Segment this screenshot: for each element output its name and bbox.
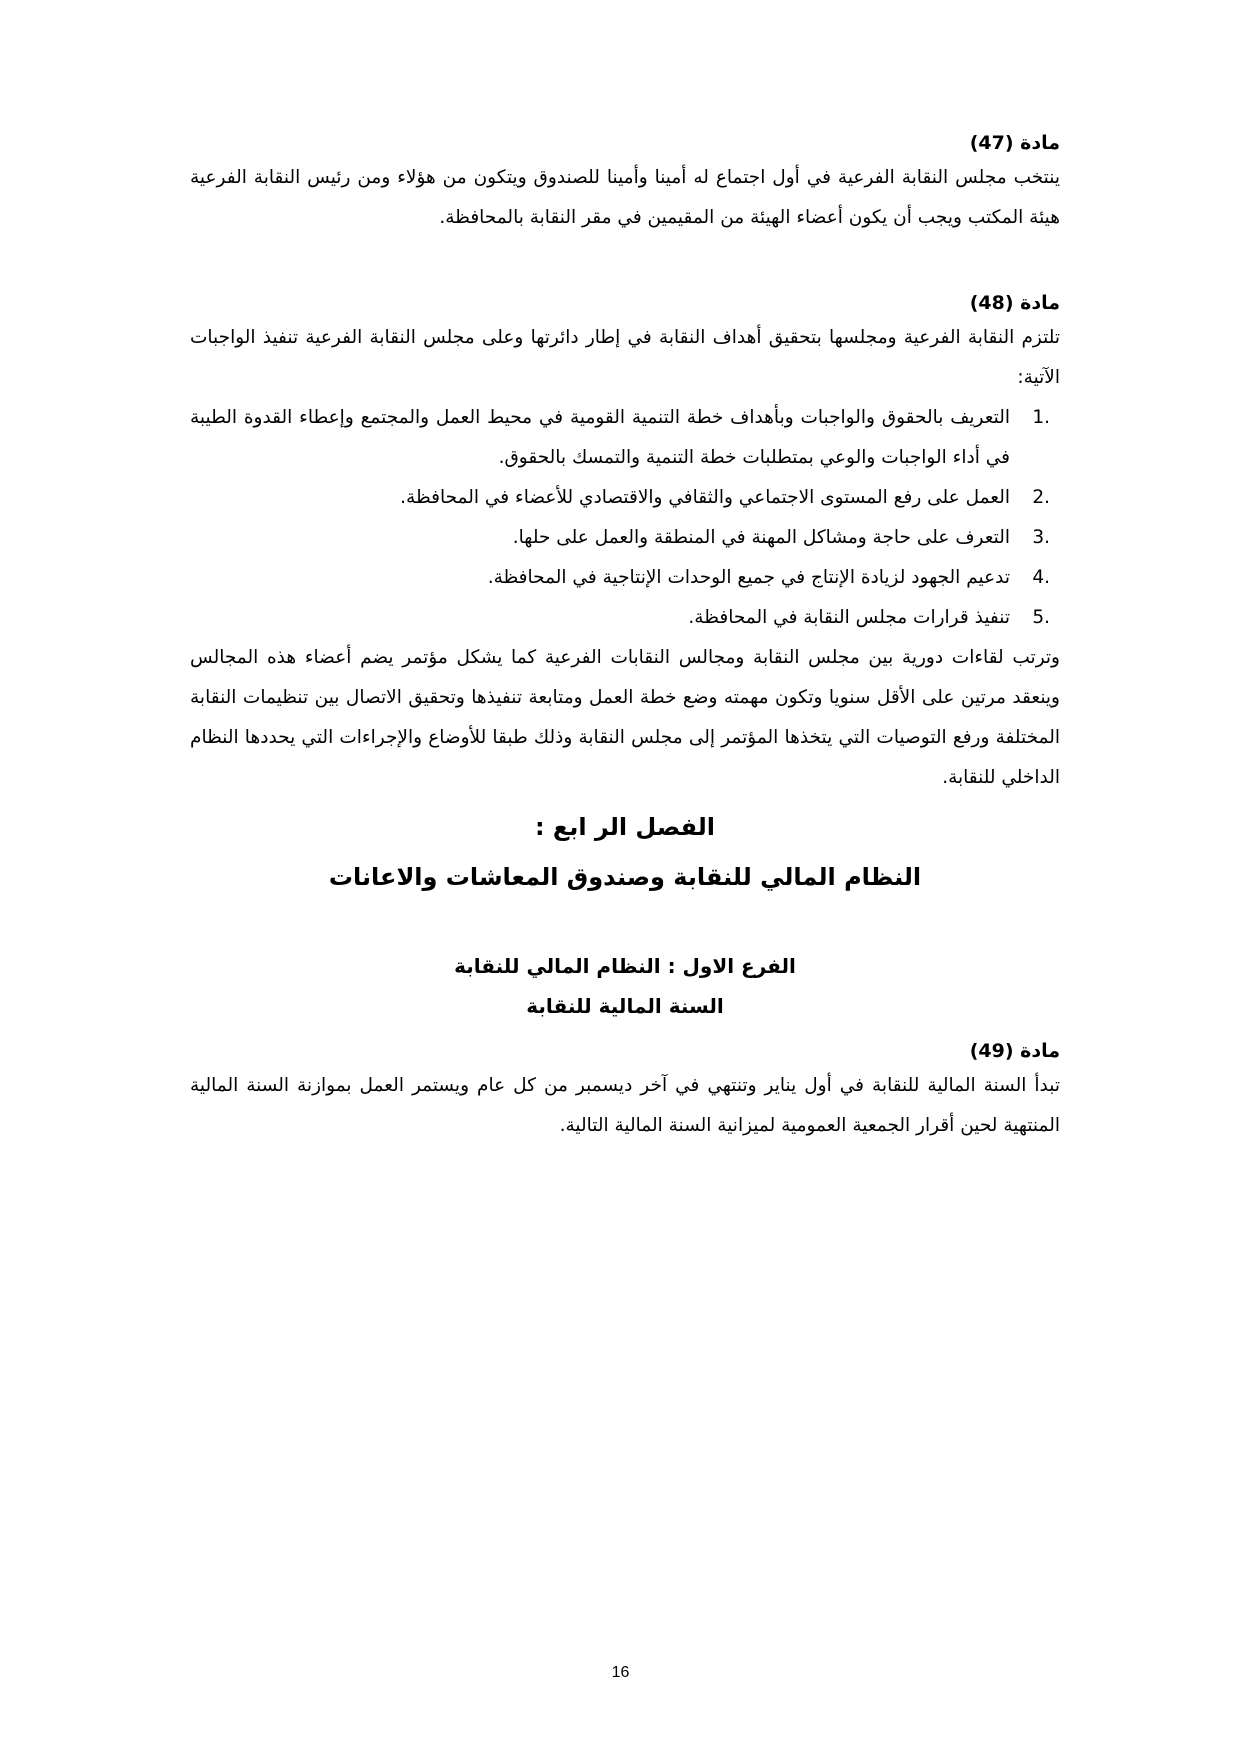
- article-48-closing: وترتب لقاءات دورية بين مجلس النقابة ومجالس النقابات الفرعية كما يشكل مؤتمر يضم أعضاء هذه المجالس وينعقد مرتين على الأقل سنويا وتكون مهمته وضع خطة العمل ومتابعة تنفيذها وتحقيق الاتصال بين تنظيمات النقابة المختلفة ورفع التوصيات التي يتخذها المؤتمر إلى مجلس النقابة وذلك طبقا للأوضاع والإجراءات التي يحددها النظام الداخلي للنقابة.: [190, 647, 1060, 788]
- article-47-text: ينتخب مجلس النقابة الفرعية في أول اجتماع له أمينا وأمينا للصندوق ويتكون من هؤلاء ومن رئيس النقابة الفرعية هيئة المكتب ويجب أن يكون أعضاء الهيئة من المقيمين في مقر النقابة بالمحافظة.: [190, 167, 1060, 228]
- duty-number: 2.: [1032, 487, 1050, 508]
- duty-text: تدعيم الجهود لزيادة الإنتاج في جميع الوحدات الإنتاجية في المحافظة.: [487, 567, 1010, 588]
- chapter-heading: [190, 802, 1060, 902]
- section-heading: [190, 946, 1060, 1026]
- duty-number: 1.: [1032, 407, 1050, 428]
- duty-item: [190, 598, 1060, 638]
- duty-text: التعريف بالحقوق والواجبات وبأهداف خطة التنمية القومية في محيط العمل والمجتمع وإعطاء القدوة الطيبة في أداء الواجبات والوعي بمتطلبات خطة التنمية والتمسك بالحقوق.: [190, 407, 1010, 468]
- duty-item: [190, 558, 1060, 598]
- article-49-heading: مادة (49): [969, 1040, 1060, 1062]
- article-49-text: تبدأ السنة المالية للنقابة في أول يناير وتنتهي في آخر ديسمبر من كل عام ويستمر العمل بموازنة السنة المالية المنتهية لحين أقرار الجمعية العمومية لميزانية السنة المالية التالية.: [190, 1075, 1060, 1136]
- duty-number: 4.: [1032, 567, 1050, 588]
- article-47: [190, 128, 1060, 238]
- duty-item: [190, 518, 1060, 558]
- article-47-heading: مادة (47): [969, 132, 1060, 154]
- duty-text: العمل على رفع المستوى الاجتماعي والثقافي والاقتصادي للأعضاء في المحافظة.: [400, 487, 1010, 508]
- section-subtitle: السنة المالية للنقابة: [526, 994, 724, 1018]
- page-content: [190, 128, 1060, 1146]
- duty-item: [190, 478, 1060, 518]
- duty-number: 5.: [1032, 607, 1050, 628]
- duties-list: [190, 398, 1060, 638]
- chapter-subtitle: النظام المالي للنقابة وصندوق المعاشات والاعانات: [328, 863, 922, 891]
- page-number: 16: [611, 1664, 630, 1681]
- article-48-intro: تلتزم النقابة الفرعية ومجلسها بتحقيق أهداف النقابة في إطار دائرتها وعلى مجلس النقابة الفرعية تنفيذ الواجبات الآتية:: [190, 327, 1060, 388]
- section-title: الفرع الاول : النظام المالي للنقابة: [454, 954, 796, 978]
- duty-number: 3.: [1032, 527, 1050, 548]
- duty-text: تنفيذ قرارات مجلس النقابة في المحافظة.: [688, 607, 1010, 628]
- duty-item: [190, 398, 1060, 478]
- article-48-heading: مادة (48): [969, 292, 1060, 314]
- article-48: [190, 288, 1060, 798]
- duty-text: التعرف على حاجة ومشاكل المهنة في المنطقة والعمل على حلها.: [512, 527, 1010, 548]
- chapter-title: الفصل الر ابع :: [534, 813, 716, 841]
- article-49: [190, 1036, 1060, 1146]
